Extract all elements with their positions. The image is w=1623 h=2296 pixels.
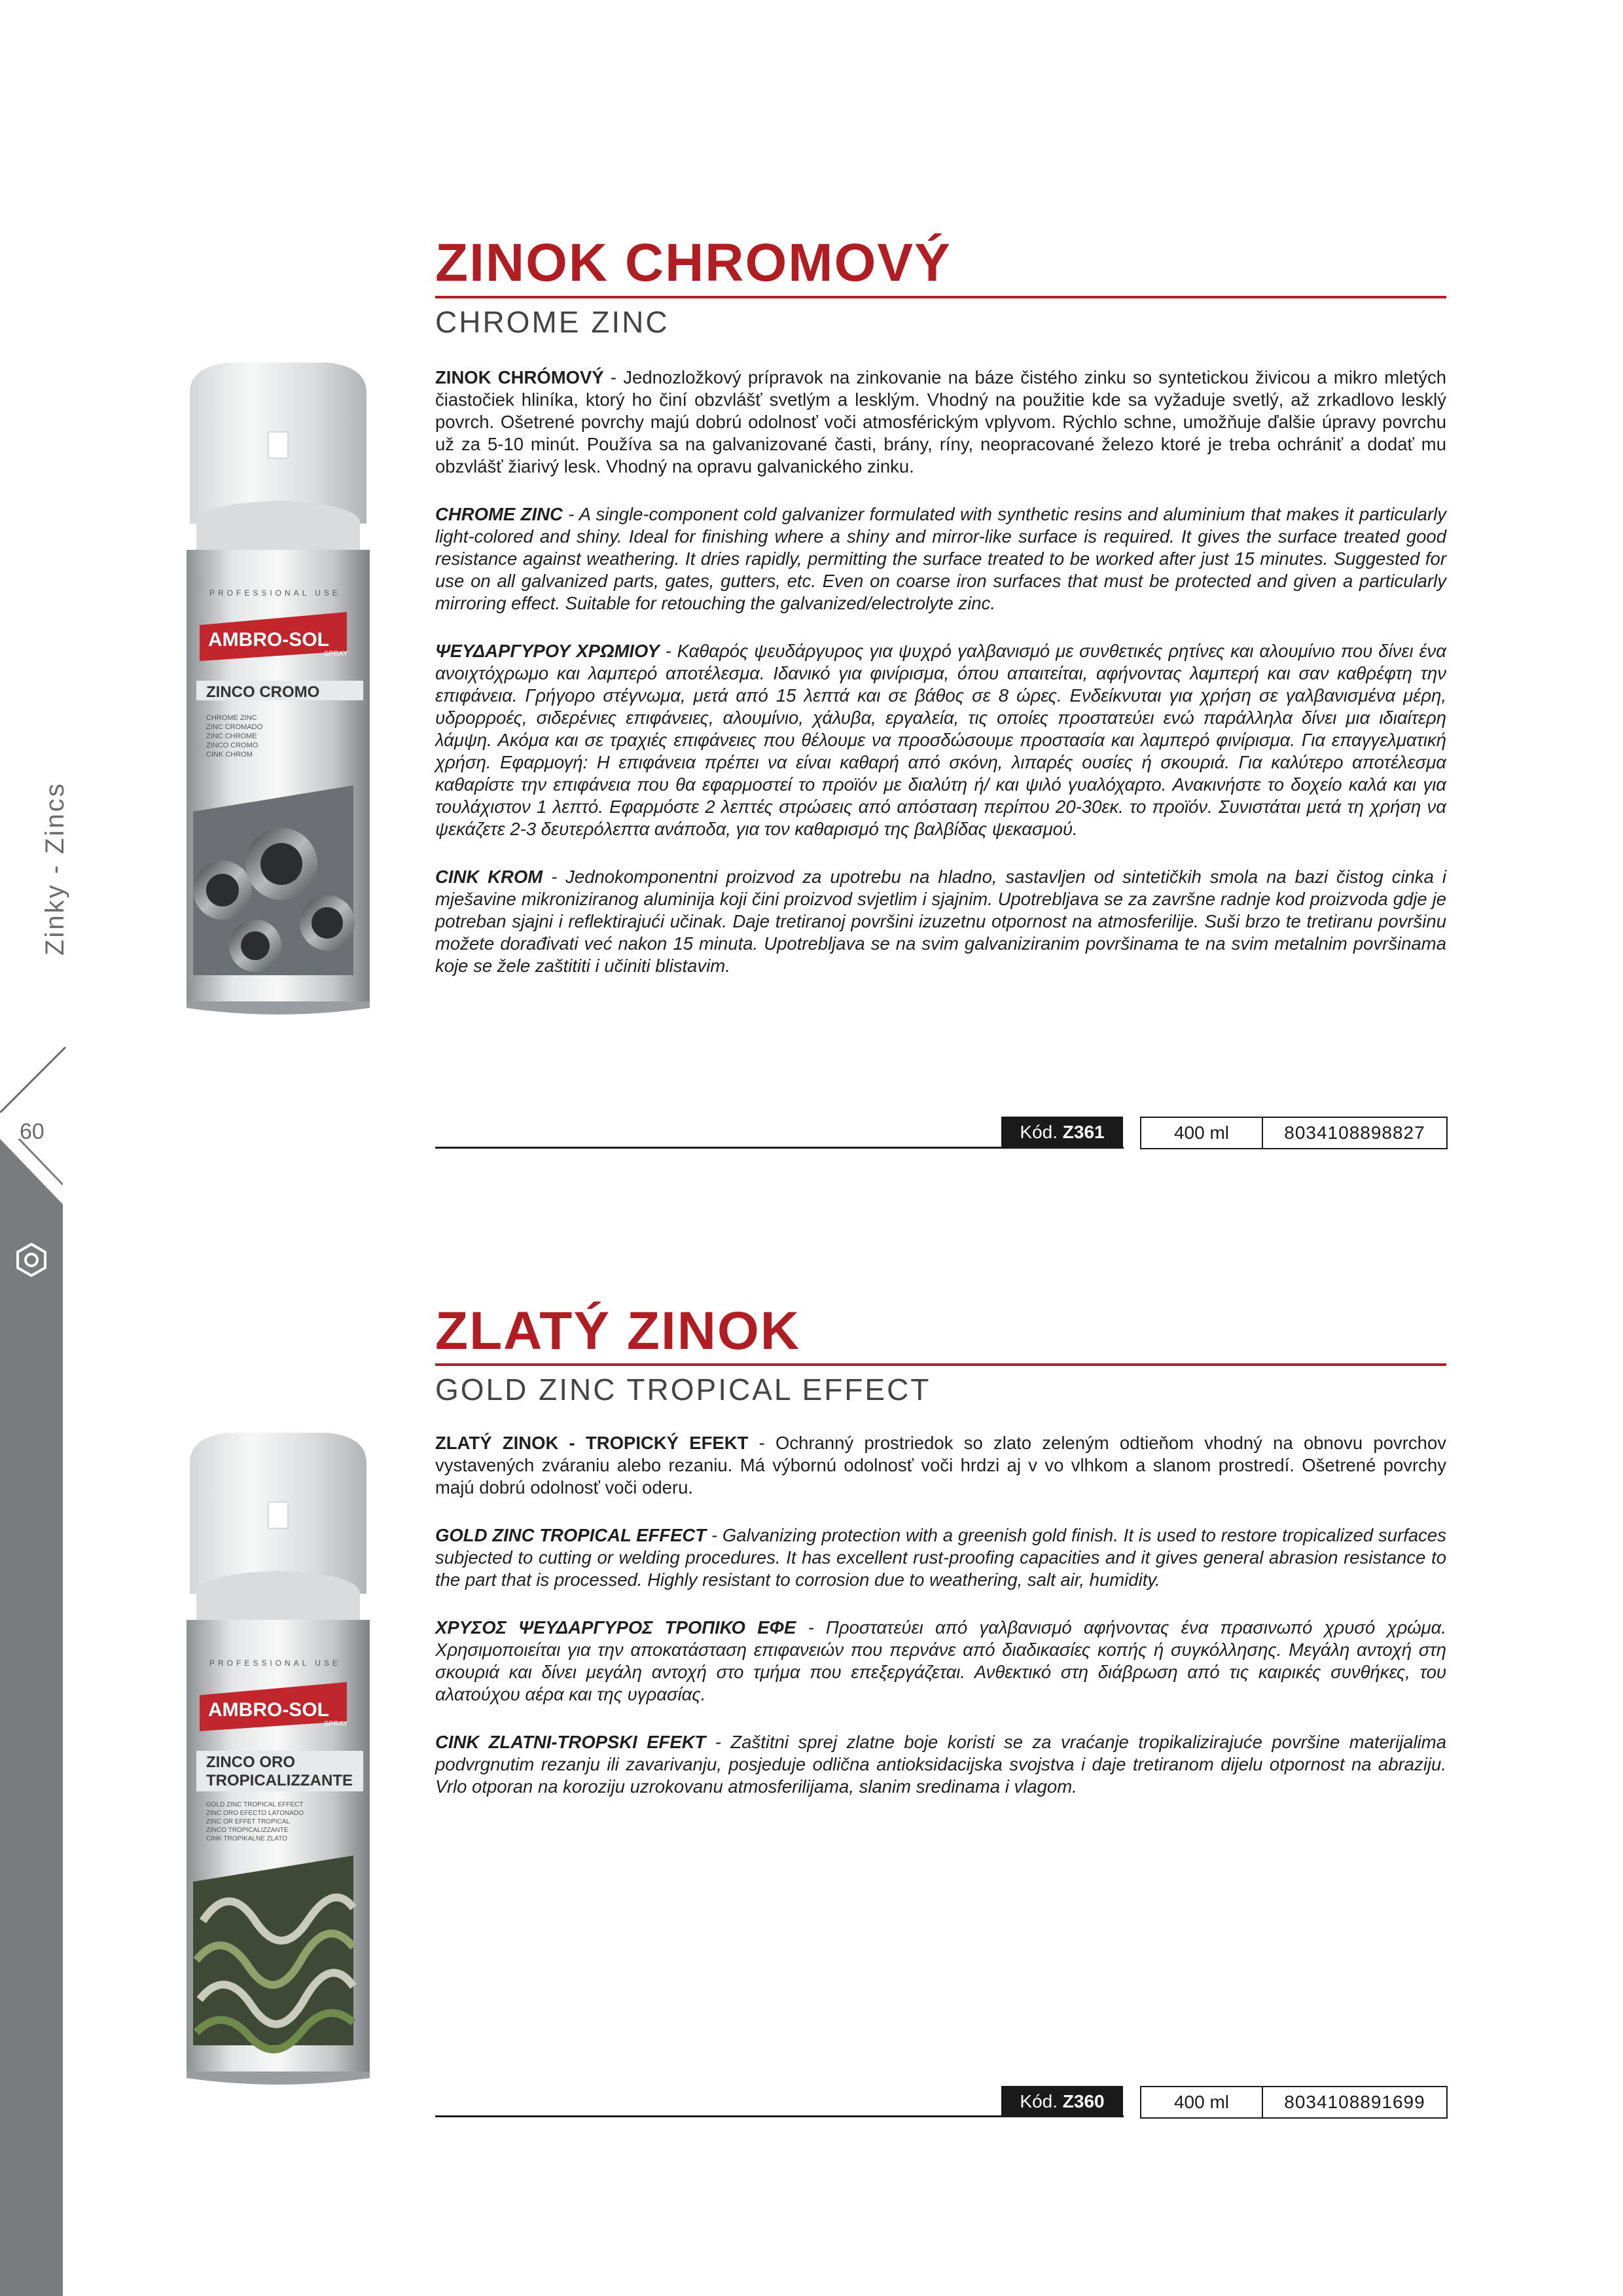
- side-strip-top: [0, 1139, 63, 1217]
- svg-text:GOLD ZINC TROPICAL EFFECT: GOLD ZINC TROPICAL EFFECT: [206, 1801, 304, 1808]
- product-code-box: Kód. Z361: [1001, 1117, 1123, 1148]
- paragraph-sk: ZINOK CHRÓMOVÝ - Jednozložkový prípravok na zinkovanie na báze čistého zinku so syntetickou živicou a mikro mletých čiastočiek hliníka, ktorý ho činí obzvlášť svetlým a lesklým. Vhodný na použitie kde sa vyžaduje svetlý, až zrkadlovo lesklý povrch. Ošetrené povrchy majú dobrú odolnosť voči atmosférickým vplyvom. Rýchlo schne, umožňuje ďalšie úpravy povrchu už za 5-10 minút. Používa sa na galvanizované časti, brány, ríny, neopracované železo ktoré je treba ochrániť a dodať mu obzvlášť žiarivý lesk. Vhodný na opravu galvanického zinku.: [435, 367, 1447, 476]
- side-strip: [0, 1217, 63, 2296]
- can-product-name: ZINCO ORO: [206, 1753, 295, 1771]
- can-product-name: ZINCO CROMO: [206, 683, 320, 701]
- section-side-label: Zinky - Zincs: [41, 781, 69, 956]
- paragraph-hr: CINK ZLATNI-TROPSKI EFEKT - Zaštitni sprej zlatne boje koristi se za vraćanje tropikalizirajuće površine materijalima podvrgnutim rezanju ili zavarivanju, posjeduje odlična antioksidacijska svojstva i daje tretiranom dijelu otpornost na abraziju. Vrlo otporan na koroziju uzrokovanu atmosferilijama, slanim sredinama i vlagom.: [435, 1732, 1446, 1797]
- product-description: [435, 367, 1446, 1003]
- title-rule: [435, 296, 1446, 298]
- paragraph-gr: ΨΕΥΔΑΡΓΥΡΟΥ ΧΡΩΜΙΟΥ - Καθαρός ψευδάργυρος για ψυχρό γαλβανισμό με συνθετικές ρητίνες και αλουμίνιο που δίνει ένα ανοιχτόχρωμο και λαμπερό αποτέλεσμα. Ιδανικό για φινίρισμα, όπου απαιτείται, αφήνοντας λαμπερή και σαν καθρέφτη την επιφάνεια. Γρήγορο στέγνωμα, μετά από 15 λεπτά και σε βάθος σε 8 ώρες. Ενδείκνυται για χρήση σε γαλβανισμένα μέρη, υδρορροές, σιδερένιες επιφάνειες, αλουμίνιο, χάλυβα, εργαλεία, τις οποίες προστατεύει ενώ παράλληλα δίνει μια ιδιαίτερη λάμψη. Ακόμα και σε τραχιές επιφάνειες που θέλουμε να προσδώσουμε προστασία και λαμπερό φινίρισμα. Για επαγγελματική χρήση. Εφαρμογή: Η επιφάνεια πρέπει να είναι καθαρή από σκόνη, λιπαρές ουσίες ή σκουριά. Για καλύτερο αποτέλεσμα καθαρίστε την επιφάνεια που θα εφαρμοστεί το προϊόν με διαλύτη ή/ και ψιλό γυαλόχαρτο. Ανακινήστε το δοχείο καλά και για τουλάχιστον 1 λεπτό. Εφαρμόστε 2 λεπτές στρώσεις από απόσταση περίπου 20-30εκ. το προϊόν. Συνιστάται μετά τη χρήση να ψεκάζετε 2-3 δευτερόλεπτα ανάποδα, για τον καθαρισμό της βαλβίδας ψεκασμού.: [435, 641, 1446, 839]
- product-subtitle: GOLD ZINC TROPICAL EFFECT: [435, 1372, 931, 1407]
- hex-nut-icon: [12, 1240, 51, 1280]
- svg-text:ZINC CHROME: ZINC CHROME: [206, 732, 257, 740]
- spray-can-image-chrome-zinc: [170, 353, 386, 1021]
- svg-text:ZINC ORO EFECTO LATONADO: ZINC ORO EFECTO LATONADO: [206, 1810, 304, 1817]
- product-ean: 8034108898827: [1262, 1117, 1448, 1149]
- can-brand-logo: AMBRO-SOL: [208, 629, 329, 651]
- page-number: 60: [20, 1119, 45, 1144]
- svg-text:CINK TROPIKALNE ZLATO: CINK TROPIKALNE ZLATO: [206, 1835, 287, 1842]
- svg-text:ZINC OR EFFET TROPICAL: ZINC OR EFFET TROPICAL: [206, 1818, 290, 1825]
- product-volume: 400 ml: [1140, 1117, 1263, 1149]
- product-description: [435, 1432, 1446, 1823]
- product-title: ZINOK CHROMOVÝ: [435, 233, 952, 293]
- svg-text:SPRAY: SPRAY: [324, 1720, 348, 1728]
- svg-text:ZINCO CROMO: ZINCO CROMO: [206, 742, 259, 749]
- can-brand-logo: AMBRO-SOL: [208, 1699, 329, 1721]
- svg-text:CHROME ZINC: CHROME ZINC: [206, 714, 257, 722]
- paragraph-en: GOLD ZINC TROPICAL EFFECT - Galvanizing protection with a greenish gold finish. It is used to restore tropicalized surfaces subjected to cutting or welding procedures. It has excellent rust-proofing capacities and it gives general abrasion resistance to the part that is processed. Highly resistant to corrosion due to weathering, salt air, humidity.: [435, 1525, 1446, 1590]
- svg-text:CINK CHROM: CINK CHROM: [206, 751, 253, 759]
- paragraph-hr: CINK KROM - Jednokomponentni proizvod za upotrebu na hladno, sastavljen od sintetičkih smola na bazi čistog cinka i mješavine mikroniziranog aluminija koji čini proizvod svjetlim i sjajnim. Upotrebljava se za završne radnje kod proizvoda gdje je potreban sjajni i reflektirajući učinak. Daje tretiranoj površini izuzetnu otpornost na atmosferilije. Suši brzo te tretiranu površinu možete dorađivati već nakon 15 minuta. Upotrebljava se na svim galvaniziranim površinama te na svim metalnim površinama koje se žele zaštititi i učiniti blistavim.: [435, 867, 1446, 976]
- title-rule: [435, 1363, 1446, 1366]
- product-code-box: Kód. Z360: [1001, 2086, 1123, 2117]
- product-ean: 8034108891699: [1262, 2086, 1448, 2119]
- paragraph-sk: ZLATÝ ZINOK - TROPICKÝ EFEKT - Ochranný prostriedok so zlato zeleným odtieňom vhodný na obnovu povrchov vystavených zváraniu alebo rezaniu. Má výbornú odolnosť voči hrdzi aj v vo vlhkom a slanom prostredí. Ošetrené povrchy majú dobrú odolnosť voči oderu.: [435, 1433, 1446, 1498]
- can-top-text: PROFESSIONAL USE: [209, 588, 341, 598]
- product-title: ZLATÝ ZINOK: [435, 1301, 800, 1361]
- svg-text:TROPICALIZZANTE: TROPICALIZZANTE: [206, 1772, 353, 1789]
- product-volume: 400 ml: [1140, 2086, 1263, 2119]
- product-subtitle: CHROME ZINC: [435, 305, 669, 339]
- paragraph-en: CHROME ZINC - A single-component cold galvanizer formulated with synthetic resins and aluminium that makes it particularly light-colored and shiny. Ideal for finishing where a shiny and mirror-like surface is required. It gives the surface treated good resistance against weathering. It dries rapidly, permitting the surface treated to be worked after just 15 minutes. Suggested for use on all galvanized parts, gates, gutters, etc. Even on coarse iron surfaces that must be protected and given a particularly mirroring effect. Suitable for retouching the galvanized/electrolyte zinc.: [435, 504, 1446, 613]
- svg-text:SPRAY: SPRAY: [324, 650, 348, 658]
- svg-text:ZINC CROMADO: ZINC CROMADO: [206, 723, 263, 731]
- spray-can-image-gold-zinc: [170, 1424, 386, 2091]
- paragraph-gr: ΧΡΥΣΟΣ ΨΕΥΔΑΡΓΥΡΟΣ ΤΡΟΠΙΚΟ ΕΦΕ - Προστατεύει από γαλβανισμό αφήνοντας ένα πρασινωπό χρυσό χρώμα. Χρησιμοποιείται για την αποκατάσταση επιφανειών που περνάνε από διαδικασίες κοπής ή συγκόλλησης. Μεγάλη αντοχή στη σκουριά και δίνει μεγάλη αντοχή στο τμήμα που επεξεργάζεται. Ανθεκτικό στη διάβρωση από τις καιρικές συνθήκες, του αλατούχου αέρα και της υγρασίας.: [435, 1617, 1447, 1704]
- svg-text:ZINCO TROPICALIZZANTE: ZINCO TROPICALIZZANTE: [206, 1827, 289, 1834]
- can-top-text: PROFESSIONAL USE: [209, 1659, 341, 1668]
- side-divider-line: [0, 1021, 72, 1113]
